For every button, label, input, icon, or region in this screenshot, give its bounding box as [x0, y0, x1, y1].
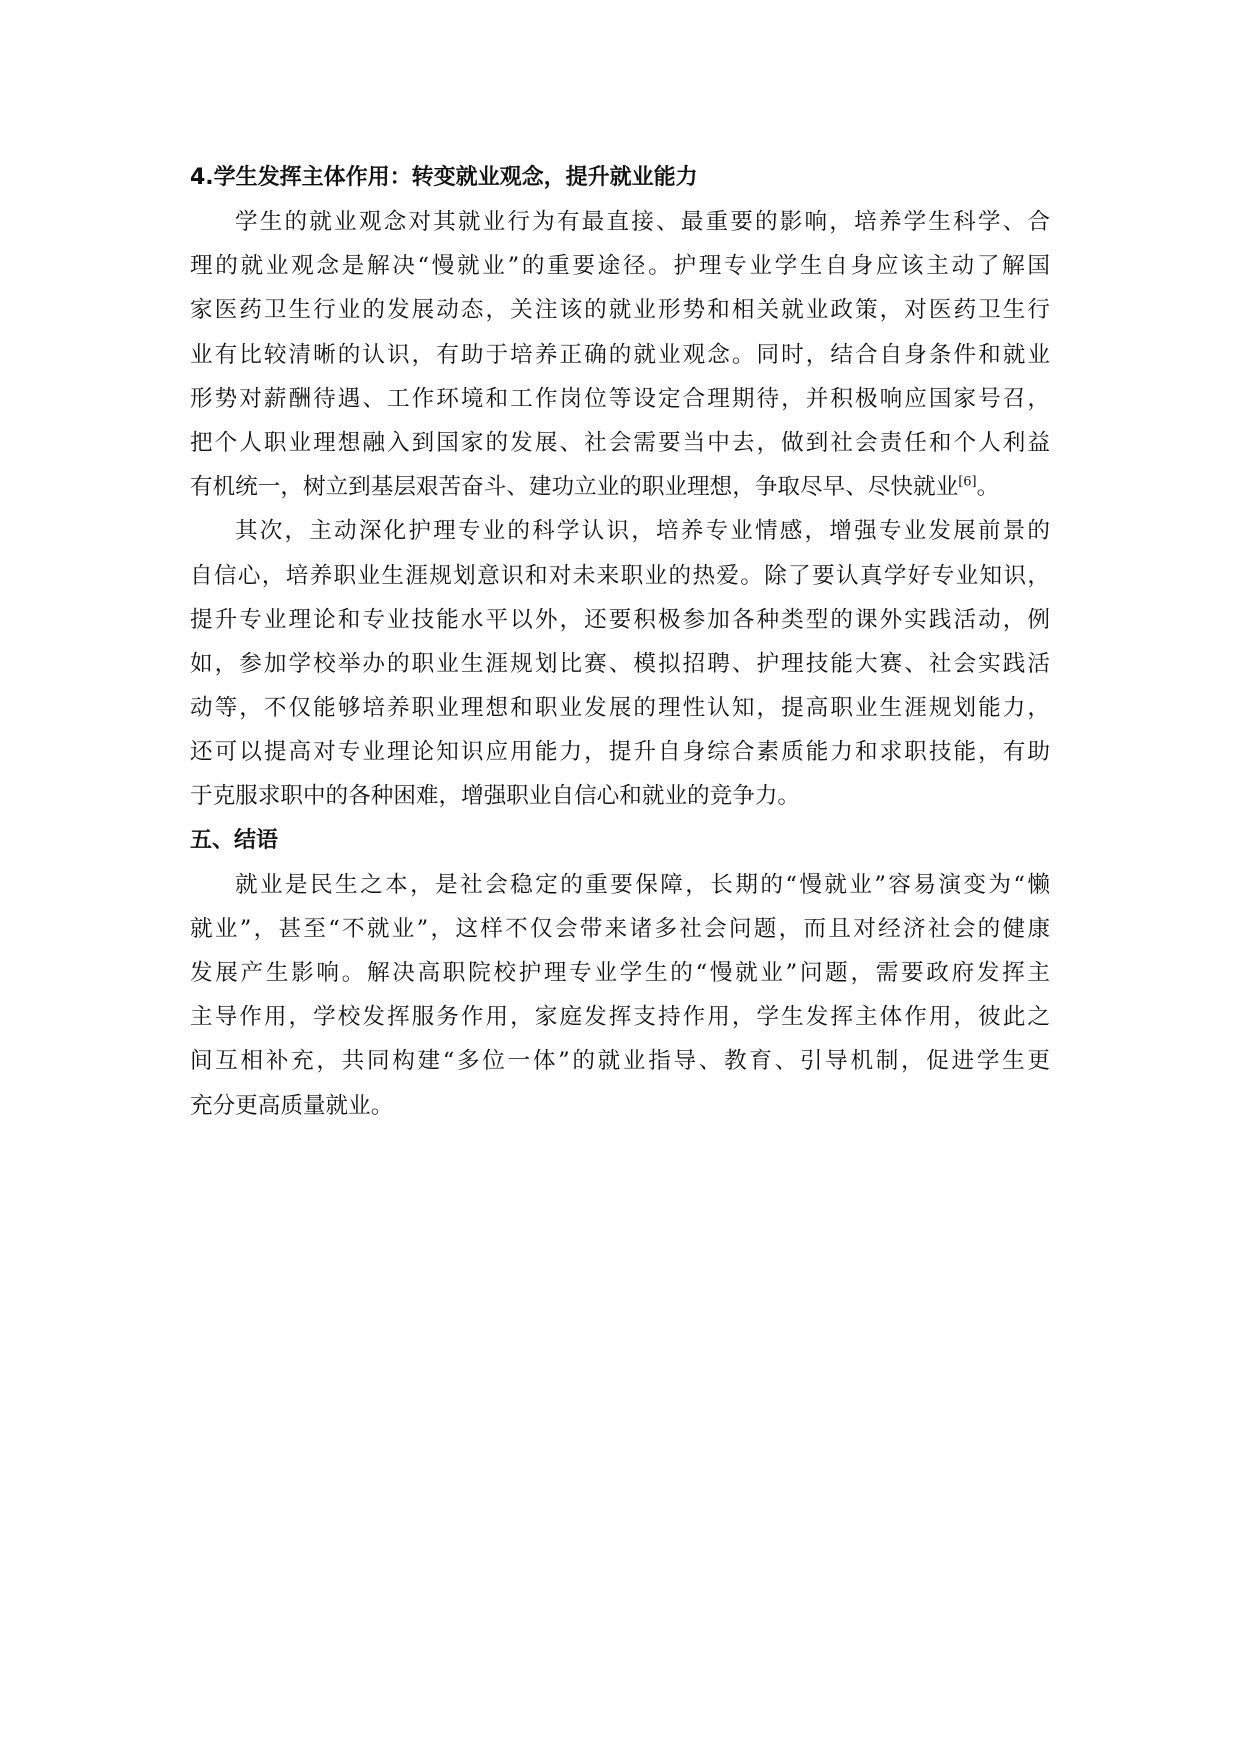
paragraph-line: 主导作用，学校发挥服务作用，家庭发挥支持作用，学生发挥主体作用，彼此之 — [190, 1004, 1050, 1031]
paragraph-line: 把个人职业理想融入到国家的发展、社会需要当中去，做到社会责任和个人利益 — [190, 429, 1050, 456]
paragraph-line: 形势对薪酬待遇、工作环境和工作岗位等设定合理期待，并积极响应国家号召， — [190, 385, 1050, 412]
paragraph-line: 业有比较清晰的认识，有助于培养正确的就业观念。同时，结合自身条件和就业 — [190, 341, 1050, 368]
paragraph-line: 学生的就业观念对其就业行为有最直接、最重要的影响，培养学生科学、合 — [235, 209, 1050, 235]
document-body — [190, 156, 1050, 1128]
paragraph-line: 发展产生影响。解决高职院校护理专业学生的“慢就业”问题，需要政府发挥主 — [190, 960, 1050, 986]
section-heading-5: 五、结语 — [190, 827, 279, 853]
paragraph-professional-identity — [190, 509, 1050, 818]
citation-reference: [6] — [958, 474, 977, 490]
paragraph-line-end: 。 — [976, 474, 1000, 501]
paragraph-line: 就业是民生之本，是社会稳定的重要保障，长期的“慢就业”容易演变为“懒 — [235, 871, 1050, 898]
paragraph-line: 充分更高质量就业。 — [190, 1092, 394, 1119]
paragraph-student-concept — [190, 200, 1050, 509]
paragraph-line: 提升专业理论和专业技能水平以外，还要积极参加各种类型的课外实践活动，例 — [190, 606, 1050, 633]
paragraph-line: 间互相补充，共同构建“多位一体”的就业指导、教育、引导机制，促进学生更 — [190, 1048, 1050, 1075]
paragraph-line: 如，参加学校举办的职业生涯规划比赛、模拟招聘、护理技能大赛、社会实践活 — [190, 650, 1050, 677]
section-heading-4: 4.学生发挥主体作用：转变就业观念，提升就业能力 — [190, 165, 698, 190]
paragraph-line: 自信心，培养职业生涯规划意识和对未来职业的热爱。除了要认真学好专业知识， — [190, 562, 1050, 589]
paragraph-line-text: 有机统一，树立到基层艰苦奋斗、建功立业的职业理想，争取尽早、尽快就业 — [190, 474, 959, 501]
paragraph-line: 理的就业观念是解决“慢就业”的重要途径。护理专业学生自身应该主动了解国 — [190, 253, 1050, 280]
paragraph-line: 就业”，甚至“不就业”，这样不仅会带来诸多社会问题，而且对经济社会的健康 — [190, 915, 1050, 942]
paragraph-line: 其次，主动深化护理专业的科学认识，培养专业情感，增强专业发展前景的 — [235, 518, 1050, 545]
paragraph-line: 家医药卫生行业的发展动态，关注该的就业形势和相关就业政策，对医药卫生行 — [190, 297, 1050, 324]
paragraph-line: 于克服求职中的各种困难，增强职业自信心和就业的竞争力。 — [190, 783, 801, 810]
paragraph-line: 动等，不仅能够培养职业理想和职业发展的理性认知，提高职业生涯规划能力， — [190, 695, 1050, 722]
paragraph-line-with-citation — [190, 465, 1050, 509]
paragraph-line: 还可以提高对专业理论知识应用能力，提升自身综合素质能力和求职技能，有助 — [190, 739, 1050, 766]
paragraph-conclusion — [190, 863, 1050, 1128]
